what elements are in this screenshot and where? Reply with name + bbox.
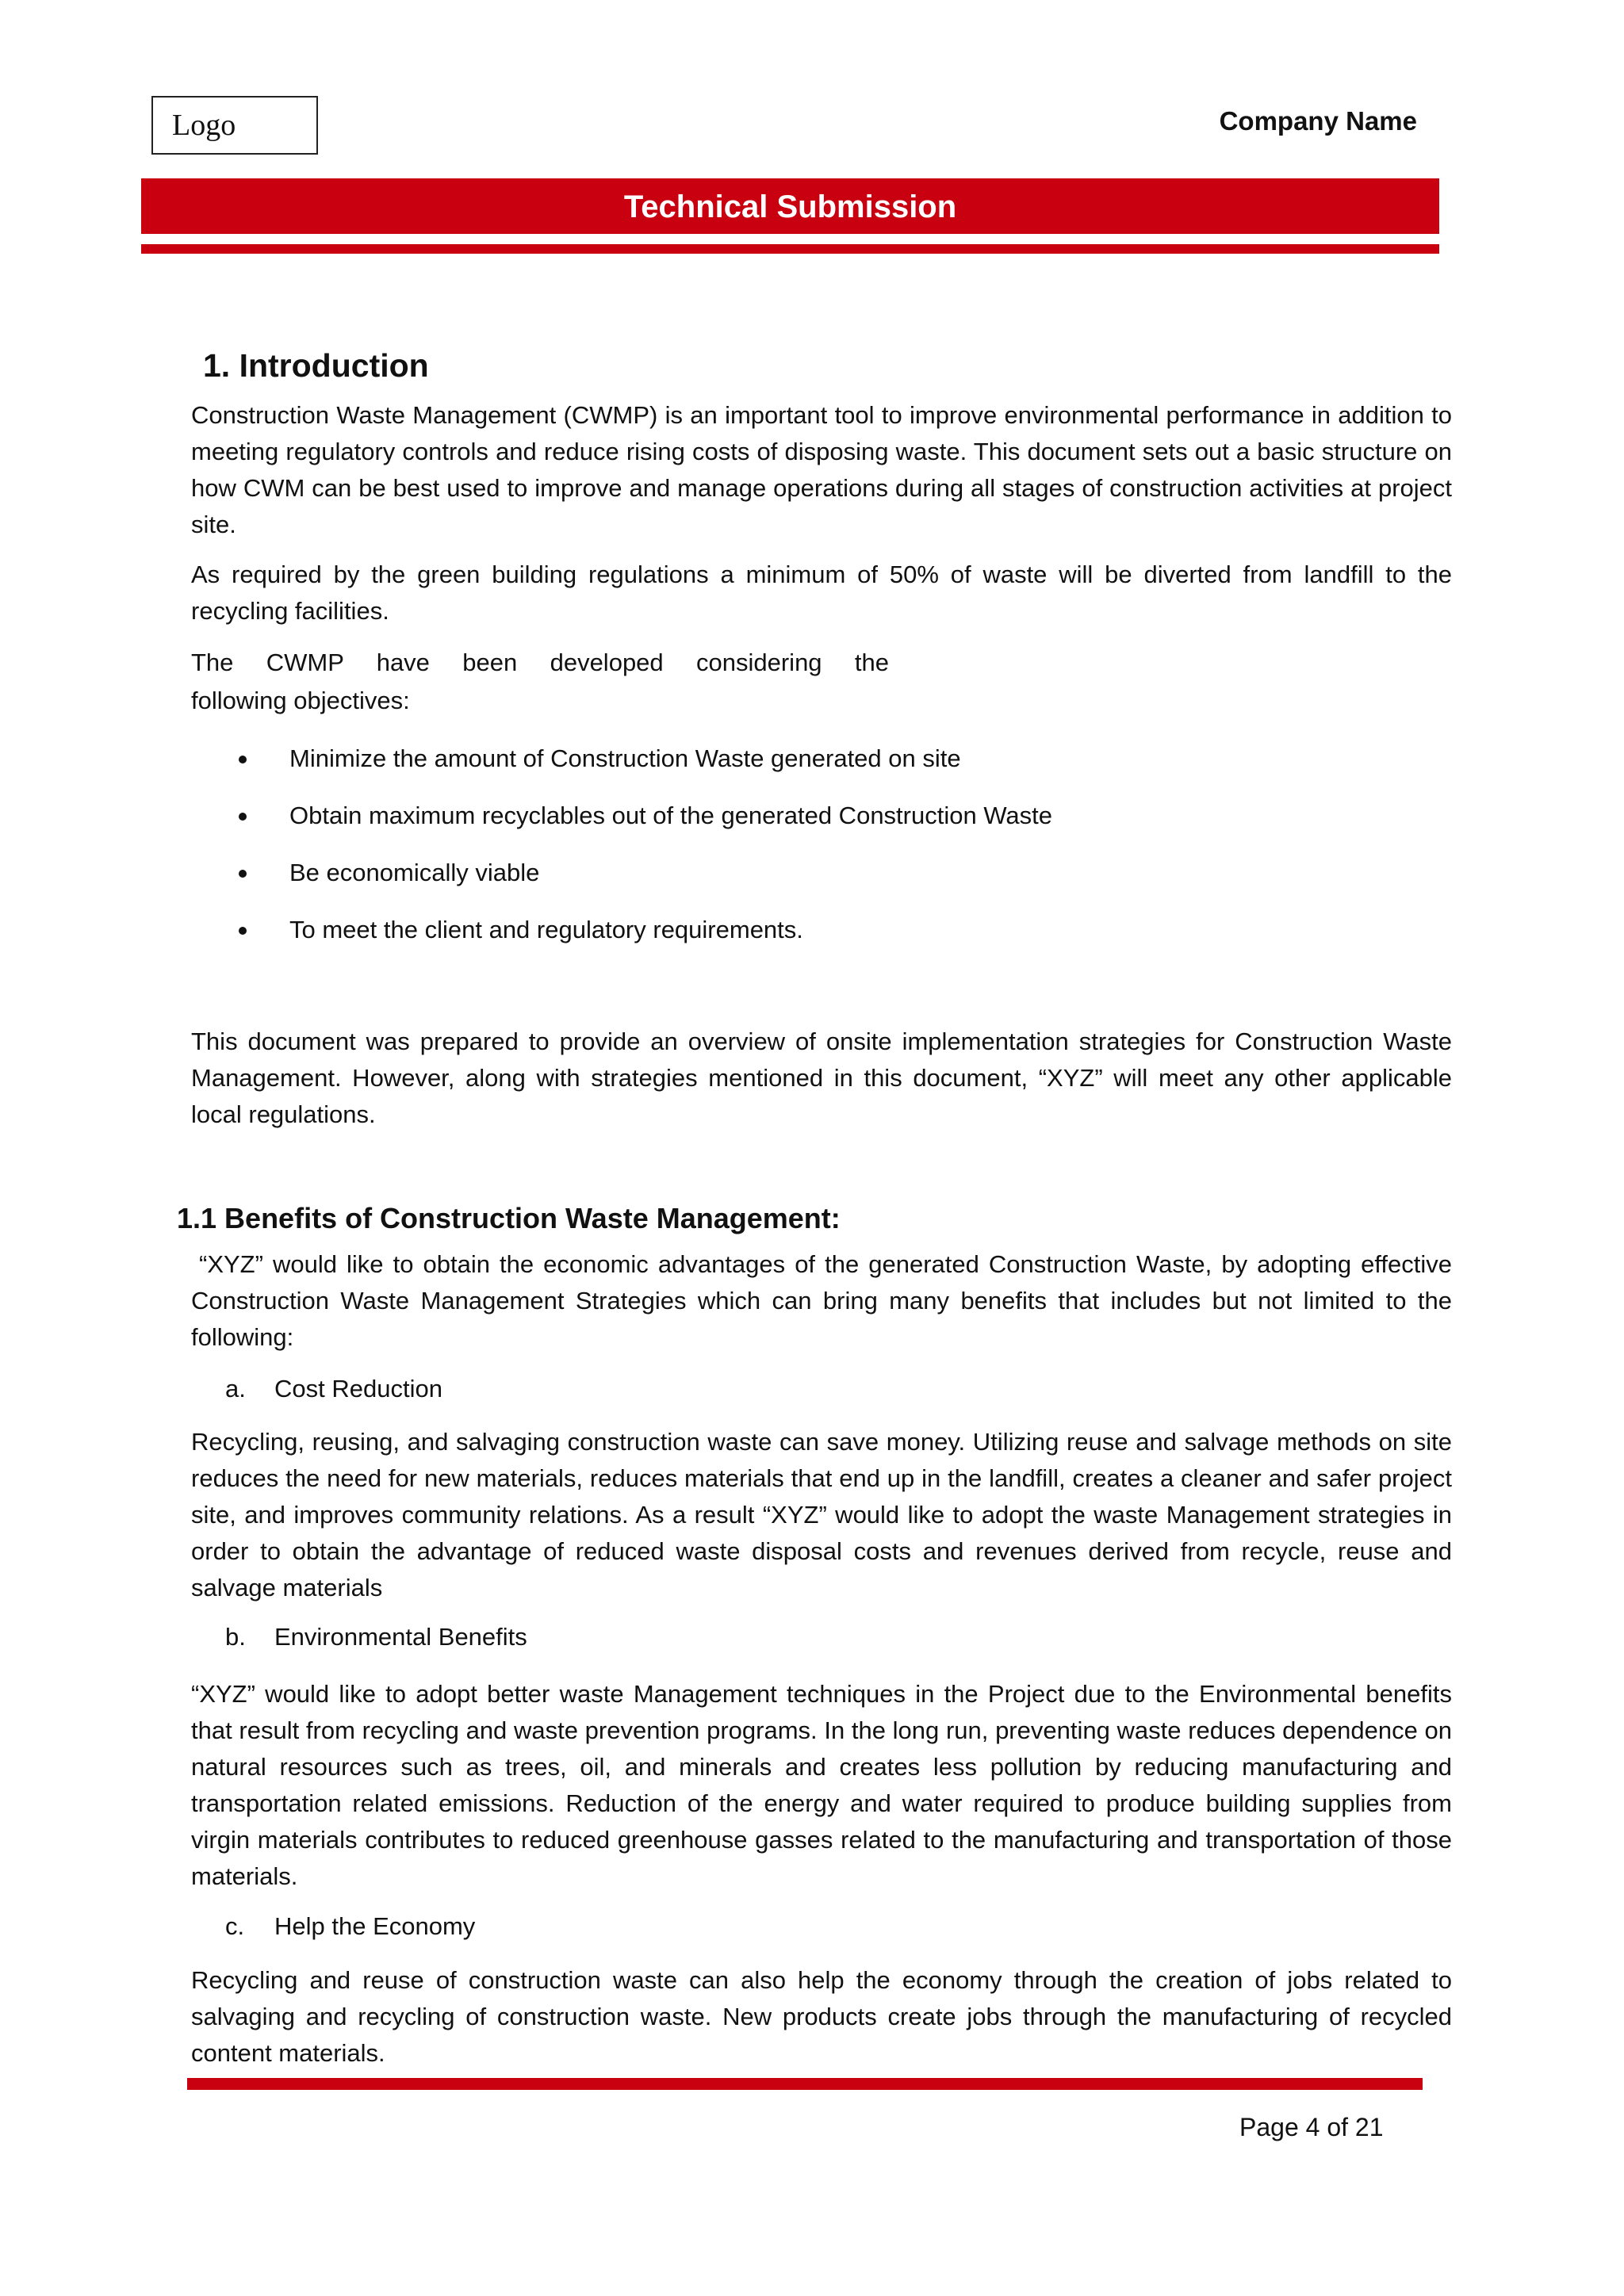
list-item	[191, 796, 1052, 853]
benefit-letter: a.	[225, 1375, 246, 1402]
objectives-lead-line-2: following objectives:	[191, 687, 410, 714]
benefits-intro-paragraph: “XYZ” would like to obtain the economic advantages of the generated Construction Waste, by adopting effective Construction Waste Management Strategies which can bring many benefits that includes but not limited to the following:	[191, 1250, 1452, 1351]
list-item	[191, 739, 1052, 796]
benefit-heading-cost-reduction	[225, 1371, 442, 1407]
list-item	[191, 853, 1052, 910]
benefit-title: Environmental Benefits	[274, 1623, 527, 1651]
bullet-icon	[239, 756, 247, 763]
logo-placeholder: Logo	[151, 96, 318, 155]
benefit-letter: c.	[225, 1912, 245, 1940]
section-heading-introduction: 1. Introduction	[203, 347, 429, 384]
benefit-title: Cost Reduction	[274, 1375, 442, 1402]
benefit-paragraph-cost-reduction: Recycling, reusing, and salvaging construction waste can save money. Utilizing reuse and salvage methods on site reduces the need for new materials, reduces materials that end up in the landfill, creates a cleaner and safer project site, and improves community relations. As a result “XYZ” would like to adopt the waste Management strategies in order to obtain the advantage of reduced waste disposal costs and revenues derived from recycle, reuse and salvage materials	[191, 1428, 1452, 1601]
list-item-text: Be economically viable	[289, 859, 540, 886]
objectives-list	[191, 739, 1052, 967]
bullet-icon	[239, 870, 247, 878]
benefit-heading-environmental	[225, 1619, 527, 1655]
document-title-banner: Technical Submission	[141, 178, 1439, 234]
objectives-lead-line: The CWMP have been developed considering the	[191, 649, 889, 676]
list-item-text: Minimize the amount of Construction Waste generated on site	[289, 744, 961, 772]
benefit-paragraph-environmental: “XYZ” would like to adopt better waste Management techniques in the Project due to the Environmental benefits that result from recycling and waste prevention programs. In the long run, preventing waste reduces dependence on natural resources such as trees, oil, and minerals and creates less pollution by reducing manufacturing and transportation related emissions. Reduction of the energy and water required to produce building supplies from virgin materials contributes to reduced greenhouse gasses related to the manufacturing and transportation of those materials.	[191, 1680, 1452, 1890]
benefit-letter: b.	[225, 1623, 246, 1651]
page-number: Page 4 of 21	[1239, 2113, 1384, 2141]
intro-paragraph: Construction Waste Management (CWMP) is an important tool to improve environmental performance in addition to meeting regulatory controls and reduce rising costs of disposing waste. This document sets out a basic structure on how CWM can be best used to improve and manage operations during all stages of construction activities at project site.	[191, 401, 1452, 538]
regulation-paragraph: As required by the green building regulations a minimum of 50% of waste will be diverted from landfill to the recycling facilities.	[191, 561, 1452, 625]
list-item-text: To meet the client and regulatory requirements.	[289, 916, 803, 943]
closing-paragraph: This document was prepared to provide an overview of onsite implementation strategies for Construction Waste Management. However, along with strategies mentioned in this document, “XYZ” will meet any other applicable local regulations.	[191, 1027, 1452, 1128]
title-divider	[141, 244, 1439, 254]
list-item	[191, 910, 1052, 967]
list-item-text: Obtain maximum recyclables out of the generated Construction Waste	[289, 802, 1053, 829]
bullet-icon	[239, 813, 247, 821]
section-heading-benefits: 1.1 Benefits of Construction Waste Management:	[177, 1202, 841, 1234]
bullet-icon	[239, 927, 247, 935]
footer-divider	[187, 2078, 1423, 2090]
company-name: Company Name	[1219, 106, 1417, 136]
benefit-heading-economy	[225, 1908, 475, 1945]
benefit-title: Help the Economy	[274, 1912, 476, 1940]
benefit-paragraph-economy: Recycling and reuse of construction waste can also help the economy through the creation of jobs related to salvaging and recycling of construction waste. New products create jobs through the manufacturing of recycled content materials.	[191, 1966, 1452, 2067]
